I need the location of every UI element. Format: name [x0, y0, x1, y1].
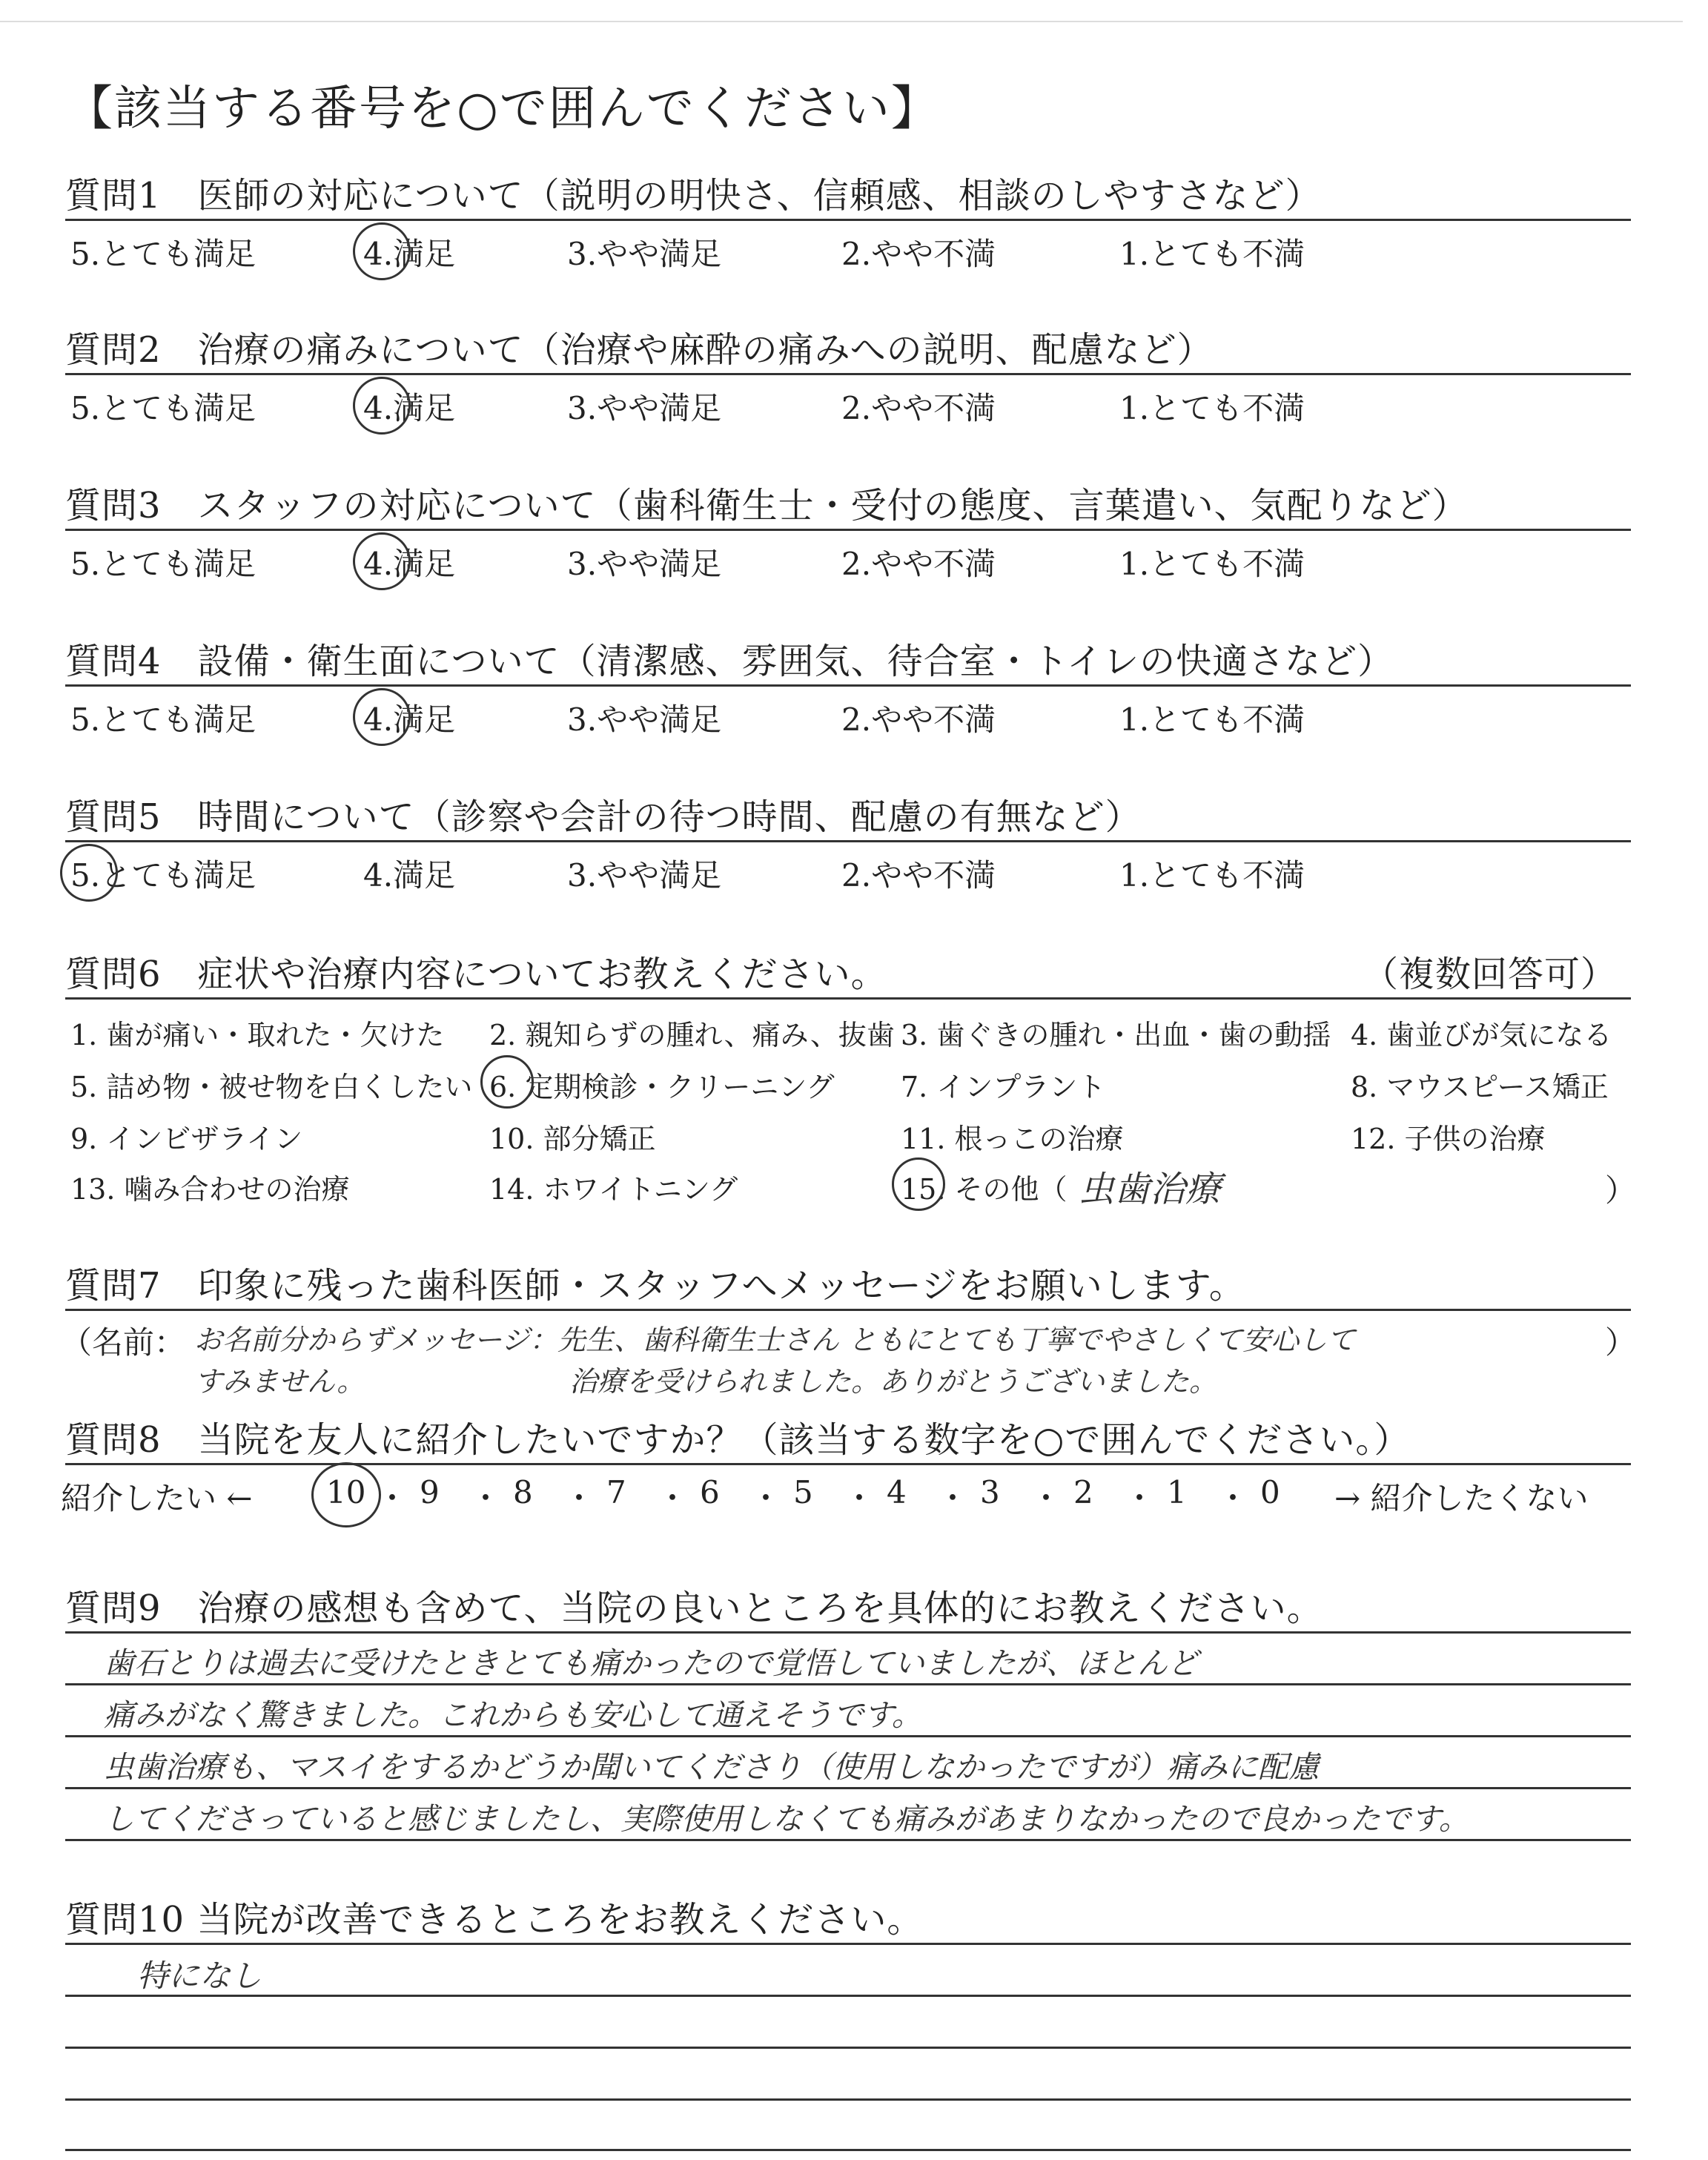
q8-scale-9[interactable]: 9: [420, 1474, 440, 1510]
q6-other-close: ）: [1605, 1172, 1637, 1209]
q10-answer-rule: [65, 2149, 1631, 2151]
q8-title: 質問8 当院を友人に紹介したいですか？（該当する数字を○で囲んでください。）: [65, 1419, 1411, 1461]
q3-rule: [65, 529, 1631, 531]
page-edge-line: [0, 21, 1683, 22]
q3-option-2[interactable]: 2.やや不満: [841, 546, 996, 582]
q6-rule: [65, 997, 1631, 1000]
q4-title: 質問4 設備・衛生面について（清潔感、雰囲気、待合室・トイレの快適さなど）: [65, 641, 1394, 682]
q6-option-12[interactable]: 12. 子供の治療: [1351, 1123, 1546, 1155]
q6-option-14[interactable]: 14. ホワイトニング: [489, 1173, 738, 1206]
q1-option-5[interactable]: 5.とても満足: [70, 236, 256, 272]
q9-answer-rule: [65, 1631, 1631, 1634]
q5-title: 質問5 時間について（診察や会計の待つ時間、配慮の有無など）: [65, 796, 1142, 838]
q8-scale-dot: ・: [1217, 1480, 1249, 1516]
q3-option-1[interactable]: 1.とても不満: [1119, 546, 1305, 582]
q3-option-5[interactable]: 5.とても満足: [70, 546, 256, 582]
q3-title: 質問3 スタッフの対応について（歯科衛生士・受付の態度、言葉遣い、気配りなど）: [65, 485, 1469, 526]
q7-title: 質問7 印象に残った歯科医師・スタッフへメッセージをお願いします。: [65, 1265, 1245, 1307]
q7-name-text-2: すみません。: [194, 1365, 365, 1398]
q6-option-13[interactable]: 13. 噛み合わせの治療: [70, 1173, 350, 1206]
q9-answer-line-3: 虫歯治療も、マスイをするかどうか聞いてくださり（使用しなかったですが）痛みに配慮: [104, 1749, 1320, 1785]
q8-left-label: 紹介したい ←: [61, 1480, 253, 1516]
q8-scale-8[interactable]: 8: [513, 1474, 533, 1510]
q1-option-3[interactable]: 3.やや満足: [567, 236, 722, 272]
q8-rule: [65, 1463, 1631, 1465]
q2-option-5[interactable]: 5.とても満足: [70, 390, 256, 426]
q10-answer-rule: [65, 2047, 1631, 2049]
q3-option-3[interactable]: 3.やや満足: [567, 546, 722, 582]
q9-answer-line-2: 痛みがなく驚きました。これからも安心して通えそうです。: [104, 1697, 922, 1733]
q4-option-3[interactable]: 3.やや満足: [567, 701, 722, 738]
q1-option-1[interactable]: 1.とても不満: [1119, 236, 1305, 272]
q8-scale-dot: ・: [470, 1480, 502, 1516]
q6-option-7[interactable]: 7. インプラント: [901, 1071, 1106, 1103]
q9-answer-rule: [65, 1735, 1631, 1737]
q1-option-4[interactable]: 4.満足: [363, 236, 456, 272]
q7-message-line-1: 先生、歯科衛生士さん ともにとても丁寧でやさしくて安心して: [557, 1324, 1356, 1356]
q6-option-6[interactable]: 6. 定期検診・クリーニング: [489, 1071, 835, 1103]
q9-answer-line-1: 歯石とりは過去に受けたときとても痛かったので覚悟していましたが、ほとんど: [104, 1645, 1198, 1681]
q1-option-2[interactable]: 2.やや不満: [841, 236, 996, 272]
q2-option-2[interactable]: 2.やや不満: [841, 390, 996, 426]
q8-scale-dot: ・: [377, 1480, 408, 1516]
q1-selected-circle: [353, 222, 411, 280]
q7-close-paren: ）: [1605, 1324, 1637, 1361]
q8-scale-3[interactable]: 3: [980, 1474, 1000, 1510]
q7-message-line-2: 治療を受けられました。ありがとうございました。: [569, 1365, 1218, 1398]
q6-selected-circle-6: [480, 1055, 534, 1109]
q5-option-5[interactable]: 5.とても満足: [70, 857, 256, 894]
q6-option-15[interactable]: 15. その他（: [901, 1173, 1068, 1206]
q1-rule: [65, 219, 1631, 221]
q8-scale-dot: ・: [657, 1480, 689, 1516]
q2-selected-circle: [353, 377, 411, 435]
q6-option-5[interactable]: 5. 詰め物・被せ物を白くしたい: [70, 1071, 473, 1103]
q8-scale-dot: ・: [937, 1480, 969, 1516]
q3-option-4[interactable]: 4.満足: [363, 546, 456, 582]
q4-option-2[interactable]: 2.やや不満: [841, 701, 996, 738]
q3-selected-circle: [353, 532, 411, 590]
q8-scale-dot: ・: [1030, 1480, 1062, 1516]
q6-option-1[interactable]: 1. 歯が痛い・取れた・欠けた: [70, 1019, 445, 1051]
q6-option-2[interactable]: 2. 親知らずの腫れ、痛み、抜歯: [489, 1019, 895, 1051]
q6-selected-circle-15: [892, 1157, 945, 1211]
q6-option-11[interactable]: 11. 根っこの治療: [901, 1123, 1124, 1155]
q10-answer-line-1: 特になし: [137, 1958, 262, 1994]
q6-option-3[interactable]: 3. 歯ぐきの腫れ・出血・歯の動揺: [901, 1019, 1331, 1051]
q5-selected-circle: [60, 844, 118, 902]
q6-other-text: 虫歯治療: [1079, 1169, 1222, 1210]
q4-selected-circle: [353, 688, 411, 746]
q6-option-10[interactable]: 10. 部分矯正: [489, 1123, 656, 1155]
q5-option-1[interactable]: 1.とても不満: [1119, 857, 1305, 894]
q6-option-9[interactable]: 9. インビザライン: [70, 1123, 303, 1155]
q8-right-label: → 紹介したくない: [1334, 1480, 1589, 1516]
form-header: 【該当する番号を○で囲んでください】: [65, 82, 940, 136]
q2-option-1[interactable]: 1.とても不満: [1119, 390, 1305, 426]
q2-rule: [65, 373, 1631, 375]
q8-scale-4[interactable]: 4: [887, 1474, 907, 1510]
q9-answer-rule: [65, 1683, 1631, 1685]
q10-answer-rule: [65, 1943, 1631, 1945]
q8-scale-5[interactable]: 5: [793, 1474, 813, 1510]
q10-title: 質問10 当院が改善できるところをお教えください。: [65, 1899, 924, 1941]
q7-rule: [65, 1309, 1631, 1311]
q4-option-1[interactable]: 1.とても不満: [1119, 701, 1305, 738]
q1-title: 質問1 医師の対応について（説明の明快さ、信頼感、相談のしやすさなど）: [65, 175, 1322, 217]
q6-title: 質問6 症状や治療内容についてお教えください。: [65, 954, 887, 995]
q8-scale-dot: ・: [1124, 1480, 1156, 1516]
q5-option-4[interactable]: 4.満足: [363, 857, 456, 894]
q9-answer-rule: [65, 1787, 1631, 1789]
q8-scale-6[interactable]: 6: [700, 1474, 720, 1510]
q8-scale-dot: ・: [844, 1480, 875, 1516]
q8-scale-0[interactable]: 0: [1260, 1474, 1280, 1510]
q6-option-4[interactable]: 4. 歯並びが気になる: [1351, 1019, 1612, 1051]
q9-title: 質問9 治療の感想も含めて、当院の良いところを具体的にお教えください。: [65, 1588, 1323, 1629]
q4-rule: [65, 684, 1631, 687]
q6-note: （複数回答可）: [1363, 954, 1618, 995]
q9-answer-line-4: してくださっていると感じましたし、実際使用しなくても痛みがあまりなかったので良かったです。: [104, 1801, 1469, 1837]
q6-option-8[interactable]: 8. マウスピース矯正: [1351, 1071, 1609, 1103]
q8-scale-dot: ・: [750, 1480, 782, 1516]
q2-option-3[interactable]: 3.やや満足: [567, 390, 722, 426]
q8-scale-dot: ・: [563, 1480, 595, 1516]
q5-option-2[interactable]: 2.やや不満: [841, 857, 996, 894]
q10-answer-rule: [65, 2098, 1631, 2101]
q10-answer-rule: [65, 1995, 1631, 1997]
q9-answer-rule: [65, 1839, 1631, 1841]
q2-title: 質問2 治療の痛みについて（治療や麻酔の痛みへの説明、配慮など）: [65, 329, 1214, 371]
q4-option-5[interactable]: 5.とても満足: [70, 701, 256, 738]
q5-rule: [65, 840, 1631, 842]
q8-scale-1[interactable]: 1: [1167, 1474, 1187, 1510]
q7-name-text: お名前分からずメッセージ：: [194, 1324, 558, 1356]
q2-option-4[interactable]: 4.満足: [363, 390, 456, 426]
q8-scale-2[interactable]: 2: [1073, 1474, 1093, 1510]
q8-scale-10[interactable]: 10: [326, 1474, 366, 1510]
q5-option-3[interactable]: 3.やや満足: [567, 857, 722, 894]
q7-name-label: （名前：: [61, 1324, 186, 1361]
q8-scale-7[interactable]: 7: [606, 1474, 626, 1510]
q4-option-4[interactable]: 4.満足: [363, 701, 456, 738]
q8-selected-circle: [311, 1462, 381, 1527]
